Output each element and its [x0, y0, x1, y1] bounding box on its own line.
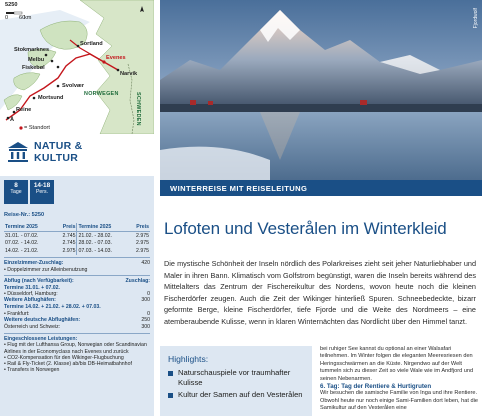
map-place-svolvaer: Svolvær	[62, 83, 85, 89]
abflug-row-3	[4, 297, 150, 304]
map-place-narvik: Narvik	[120, 71, 138, 77]
abflug-row-6	[4, 317, 150, 324]
divider	[4, 275, 150, 276]
map-place-fiskeboel: Fiskebøl	[22, 65, 45, 71]
list-item: Naturschauspiele vor traumhafter Kulisse	[168, 368, 304, 388]
leistungen	[4, 336, 150, 374]
einzel-note: • Doppelzimmer zur Alleinbenutzung	[4, 267, 88, 273]
list-item: • CO2-Kompensation für den Wikinger-Flugbuchung	[4, 354, 124, 361]
table-cell: 2.745	[62, 240, 76, 247]
trip-type-banner: WINTERREISE MIT REISELEITUNG	[160, 180, 482, 196]
abflug-duesseldorf: • Düsseldorf, Hamburg:	[4, 291, 58, 297]
route-map	[0, 0, 154, 134]
category-line2: KULTUR	[34, 151, 79, 164]
table-cell: 2.745	[62, 232, 76, 239]
category-label	[34, 141, 83, 164]
map-place-mortsund: Mortsund	[38, 95, 64, 101]
termine-header-3: Termine 2025	[77, 223, 129, 232]
map-scale-sixty: 60	[19, 15, 26, 21]
list-item: • Flug mit der Lufthansa Group, Norwegian oder Scandinavian Airlines in der Economyclass nach Evenes und zurück	[4, 342, 147, 355]
abflug-zuschlag: Zuschlag:	[125, 278, 150, 284]
badges	[4, 180, 54, 204]
abflug-duesseldorf-value: 0	[147, 291, 150, 297]
left-column	[0, 0, 154, 416]
leistungen-label: Eingeschlossene Leistungen:	[4, 336, 78, 342]
termine-table	[4, 223, 150, 255]
table-cell: 2.975	[136, 240, 149, 247]
table-cell: 21.02. - 28.02.	[77, 232, 129, 240]
map-country-schweden: SCHWEDEN	[135, 92, 141, 126]
einzel-label: Einzelzimmer-Zuschlag:	[4, 260, 64, 266]
einzel-value: 420	[141, 260, 150, 266]
abflug-frankfurt-value: 0	[147, 311, 150, 317]
map-legend: = Standort	[24, 125, 50, 131]
photo-credit: Fjordwolf	[473, 8, 479, 29]
badge-persons-number: 14-18	[33, 182, 51, 189]
abflug-termine-1: Termine 31.01. + 07.02.	[4, 285, 60, 291]
table-cell: 2.975	[136, 247, 149, 254]
info-box	[0, 176, 154, 416]
divider	[4, 257, 150, 258]
table-row	[4, 240, 150, 248]
badge-days-label: Tage	[10, 189, 22, 195]
itinerary-day-heading: 6. Tag: Tag der Rentiere & Hurtigruten	[320, 383, 432, 391]
abflug-weitere: Weitere Abflughäfen:	[4, 297, 56, 303]
termine-header-4: Preis	[129, 223, 150, 232]
map-place-stokmarknes: Stokmarknes	[14, 47, 50, 53]
badge-days	[4, 180, 28, 204]
abflug-label: Abflug (nach Verfügbarkeit):	[4, 278, 74, 284]
table-cell: 14.02. - 21.02.	[5, 247, 39, 254]
badge-persons-label: Pers.	[35, 189, 49, 195]
table-cell: 2.975	[62, 247, 76, 254]
highlights-heading: Highlights:	[168, 354, 209, 364]
abflug-deutsche: Weitere deutsche Abflughäfen:	[4, 317, 81, 323]
map-scale-unit: km	[24, 15, 32, 21]
abflug-deutsche-value: 250	[141, 317, 150, 323]
intro-paragraph: Die mystische Schönheit der Inseln nördlich des Polarkreises zieht seit jeher Naturliebhaber und Maler in ihren Bann. Klimatisch vom Golfstrom begünstigt, waren die Inseln bereits während des Mittelalters das Zentrum der Fischereikultur des Nordens, wovon heute noch die kleinen Fischerdörfer zeugen. Auch die Zeit der Wikinger hinterließ Spuren. Schneebedeckte, bizarr geformte Berge, kleine Fischerdörfer, tiefe Fjorde und die Weite des Nordmeers – eine atemberaubende Kulisse, wenn in klaren Winternächten das Nordlicht über den Himmel tanzt.	[164, 259, 476, 326]
abflug-row-7	[4, 324, 150, 331]
map-place-aa: Å	[10, 117, 15, 123]
page-title: Lofoten und Vesterålen im Winterkleid	[164, 219, 447, 238]
itinerary-paragraph-2: Wir besuchen die samische Familie von Inga und ihre Rentiere. Obwohl heute nur noch einige Sami-Familien dort leben, hat die Samikultur auf den Vesterålen eine	[320, 390, 478, 412]
abflug-termine-2: Termine 14.02. + 21.02. + 28.02. + 07.03.	[4, 304, 101, 310]
abflug-frankfurt: • Frankfurt:	[4, 311, 30, 317]
termine-header-2: Preis	[55, 223, 77, 232]
map-place-reine: Reine	[16, 107, 32, 113]
map-place-evenes: Evenes	[106, 55, 126, 61]
abflug-oesterreich-value: 300	[141, 324, 150, 330]
list-item: • Rail & Fly-Ticket (2. Klasse) ab/bis DB-Heimatbahnhof	[4, 361, 132, 368]
map-scale-zero: 0	[5, 15, 9, 21]
map-country-norwegen: NORWEGEN	[84, 91, 119, 97]
table-cell: 28.02. - 07.03.	[77, 240, 129, 248]
list-item: Kultur der Samen auf den Vesterålen	[168, 390, 304, 400]
highlights-list	[168, 368, 304, 400]
list-item: • Transfers in Norwegen	[4, 367, 60, 374]
badge-days-number: 8	[14, 182, 18, 189]
table-row	[4, 247, 150, 255]
map-scale-label: 5250	[5, 2, 18, 8]
reise-nr: Reise-Nr.: 5250	[4, 212, 45, 218]
category-line1: NATUR &	[34, 140, 83, 152]
lofoten-landscape-image	[160, 0, 482, 196]
abflug-oesterreich: Österreich und Schweiz:	[4, 324, 61, 330]
abflug-row	[4, 278, 150, 285]
highlights-box	[160, 346, 312, 416]
temple-icon	[7, 141, 29, 163]
map-place-melbu: Melbu	[28, 57, 45, 63]
termine-header-row	[4, 223, 150, 232]
itinerary-column	[320, 346, 480, 413]
divider	[4, 333, 150, 334]
einzel-row	[4, 260, 150, 267]
table-cell: 07.03. - 14.03.	[77, 247, 129, 255]
map-place-sortland: Sortland	[80, 41, 103, 47]
itinerary-paragraph-1: bei ruhiger See kannst du optional an einer Walsafari teilnehmen. Im Winter folgen die eleganten Meeresriesen den Heringsschwärmen an die Küste. Nirgendwo auf der Welt tummeln sich zu dieser Zeit so viele Wale wie im Andfjord und seinen Nebenarmen.	[320, 346, 474, 382]
termine-header-1: Termine 2025	[4, 223, 55, 232]
hero-photo	[160, 0, 482, 196]
table-row	[4, 232, 150, 240]
table-cell: 2.975	[136, 232, 149, 239]
table-cell: 07.02. - 14.02.	[5, 240, 39, 247]
category-natur-kultur	[0, 134, 154, 174]
abflug-weitere-value: 300	[141, 297, 150, 303]
badge-persons	[30, 180, 54, 204]
table-cell: 31.01. - 07.02.	[5, 232, 39, 239]
